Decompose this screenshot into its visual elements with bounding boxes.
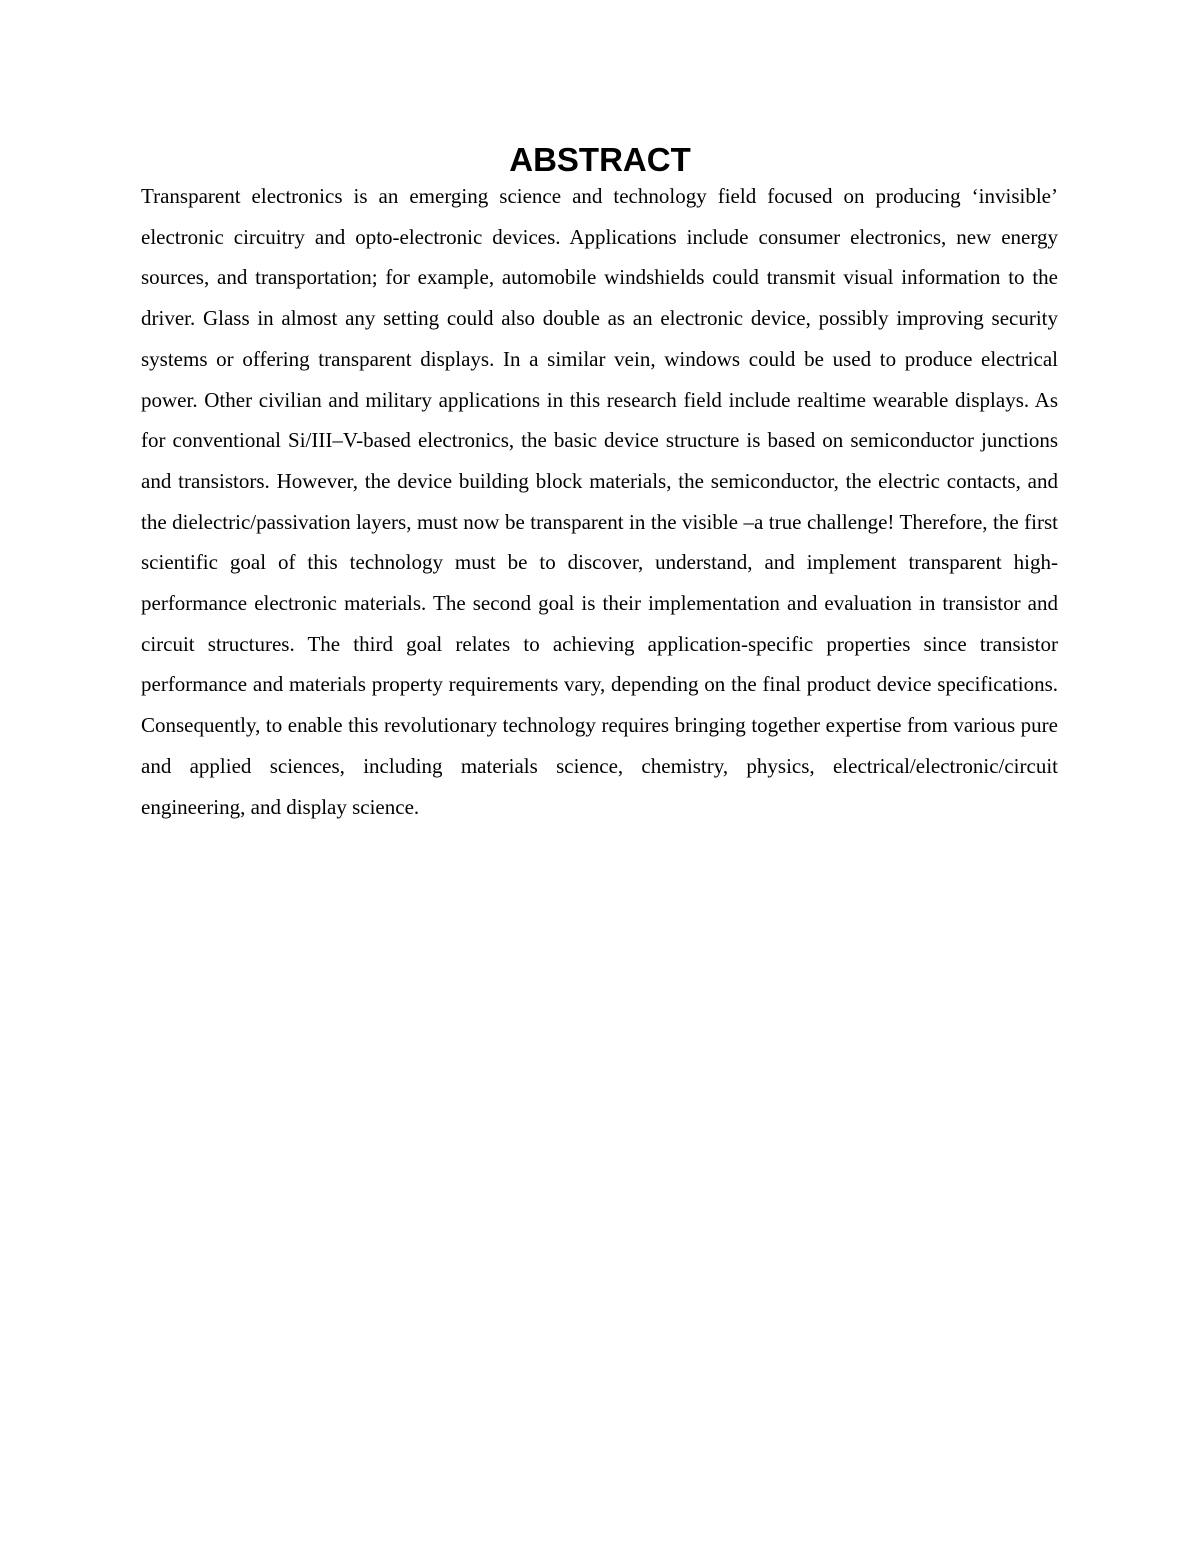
abstract-heading: ABSTRACT: [509, 141, 691, 178]
abstract-paragraph: Transparent electronics is an emerging science and technology field focused on producing ‘invisible’ electronic circuitry and opto-electronic devices. Applications include consumer electronics, new energy sources, and transportation; for example, automobile windshields could transmit visual information to the driver. Glass in almost any setting could also double as an electronic device, possibly improving security systems or offering transparent displays. In a similar vein, windows could be used to produce electrical power. Other civilian and military applications in this research field include realtime wearable displays. As for conventional Si/III–V-based electronics, the basic device structure is based on semiconductor junctions and transistors. However, the device building block materials, the semiconductor, the electric contacts, and the dielectric/passivation layers, must now be transparent in the visible –a true challenge! Therefore, the first scientific goal of this technology must be to discover, understand, and implement transparent high-performance electronic materials. The second goal is their implementation and evaluation in transistor and circuit structures. The third goal relates to achieving application-specific properties since transistor performance and materials property requirements vary, depending on the final product device specifications. Consequently, to enable this revolutionary technology requires bringing together expertise from various pure and applied sciences, including materials science, chemistry, physics, electrical/electronic/circuit engineering, and display science.: [141, 184, 1058, 819]
